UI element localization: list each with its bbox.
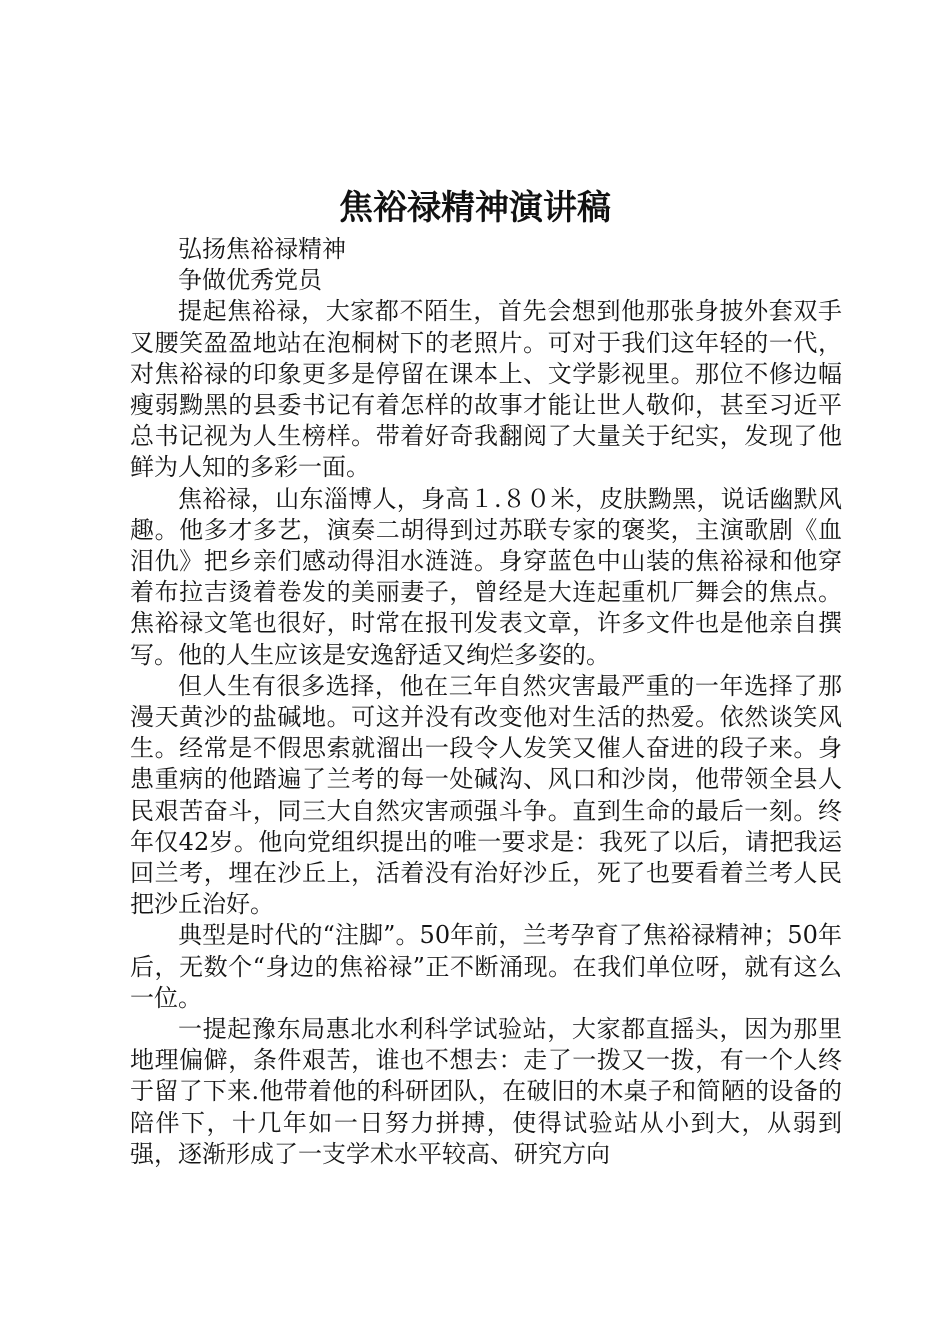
body-paragraph: 典型是时代的“注脚”。50年前，兰考孕育了焦裕禄精神；50年后，无数个“身边的焦裕禄”正不断涌现。在我们单位呀，就有这么一位。 [130,921,842,1012]
body-paragraph: 一提起豫东局惠北水利科学试验站，大家都直摇头，因为那里地理偏僻，条件艰苦，谁也不想去：走了一拨又一拨，有一个人终于留了下来.他带着他的科研团队，在破旧的木桌子和简陋的设备的陪伴下，十几年如一日努力拼搏，使得试验站从小到大，从弱到强，逐渐形成了一支学术水平较高、研究方向 [130,1015,842,1168]
subtitle-line: 争做优秀党员 [178,266,322,295]
body-paragraph: 焦裕禄，山东淄博人，身高１.８０米，皮肤黝黑，说话幽默风趣。他多才多艺，演奏二胡得到过苏联专家的褒奖，主演歌剧《血泪仇》把乡亲们感动得泪水涟涟。身穿蓝色中山装的焦裕禄和他穿着布拉吉烫着卷发的美丽妻子，曾经是大连起重机厂舞会的焦点。焦裕禄文笔也很好，时常在报刊发表文章，许多文件也是他亲自撰写。他的人生应该是安逸舒适又绚烂多姿的。 [130,484,842,669]
document-body [130,234,842,1170]
body-paragraph: 但人生有很多选择，他在三年自然灾害最严重的一年选择了那漫天黄沙的盐碱地。可这并没有改变他对生活的热爱。依然谈笑风生。经常是不假思索就溜出一段令人发笑又催人奋进的段子来。身患重病的他踏遍了兰考的每一处碱沟、风口和沙岗，他带领全县人民艰苦奋斗，同三大自然灾害顽强斗争。直到生命的最后一刻。终年仅42岁。他向党组织提出的唯一要求是：我死了以后，请把我运回兰考，埋在沙丘上，活着没有治好沙丘，死了也要看着兰考人民把沙丘治好。 [130,671,842,919]
subtitle-line: 弘扬焦裕禄精神 [178,235,346,263]
body-paragraph: 提起焦裕禄，大家都不陌生，首先会想到他那张身披外套双手叉腰笑盈盈地站在泡桐树下的老照片。可对于我们这年轻的一代，对焦裕禄的印象更多是停留在课本上、文学影视里。那位不修边幅瘦弱黝黑的县委书记有着怎样的故事才能让世人敬仰，甚至习近平总书记视为人生榜样。带着好奇我翻阅了大量关于纪实，发现了他鲜为人知的多彩一面。 [130,297,842,482]
document-title: 焦裕禄精神演讲稿 [339,188,611,228]
